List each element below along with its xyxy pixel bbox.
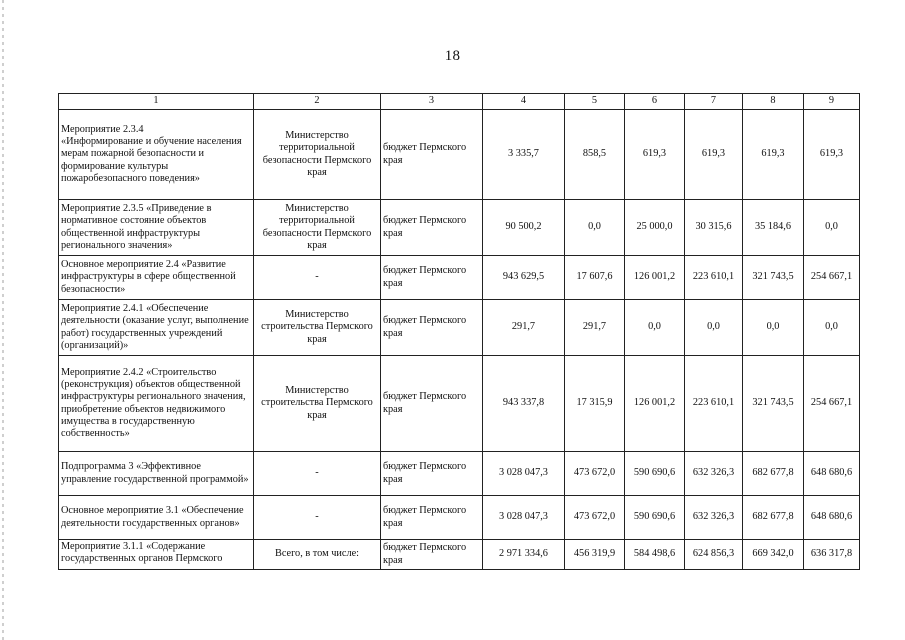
funding-source-cell: бюджет Пермского края bbox=[381, 200, 483, 256]
executor-cell: Министерство территориальной безопасности Пермского края bbox=[254, 110, 381, 200]
budget-table bbox=[58, 93, 860, 570]
table-row bbox=[59, 452, 860, 496]
page-number: 18 bbox=[444, 48, 461, 64]
amount-cell: 90 500,2 bbox=[483, 200, 565, 256]
funding-source-cell: бюджет Пермского края bbox=[381, 300, 483, 356]
amount-cell: 590 690,6 bbox=[625, 496, 685, 540]
executor-cell: Всего, в том числе: bbox=[254, 540, 381, 570]
table-row bbox=[59, 356, 860, 452]
column-header: 8 bbox=[743, 94, 804, 110]
amount-cell: 943 337,8 bbox=[483, 356, 565, 452]
amount-cell: 3 028 047,3 bbox=[483, 496, 565, 540]
amount-cell: 590 690,6 bbox=[625, 452, 685, 496]
amount-cell: 636 317,8 bbox=[804, 540, 860, 570]
executor-cell: - bbox=[254, 496, 381, 540]
activity-name-cell: Подпрограмма 3 «Эффективное управление государственной программой» bbox=[59, 452, 254, 496]
table-row bbox=[59, 200, 860, 256]
table-row bbox=[59, 496, 860, 540]
amount-cell: 2 971 334,6 bbox=[483, 540, 565, 570]
amount-cell: 619,3 bbox=[743, 110, 804, 200]
executor-cell: Министерство территориальной безопасности Пермского края bbox=[254, 200, 381, 256]
activity-name-cell: Мероприятие 2.3.4 «Информирование и обучение населения мерам пожарной безопасности и формирование культуры пожаробезопасного поведения» bbox=[59, 110, 254, 200]
table-row bbox=[59, 110, 860, 200]
funding-source-cell: бюджет Пермского края bbox=[381, 256, 483, 300]
amount-cell: 473 672,0 bbox=[565, 452, 625, 496]
amount-cell: 619,3 bbox=[804, 110, 860, 200]
amount-cell: 17 607,6 bbox=[565, 256, 625, 300]
amount-cell: 321 743,5 bbox=[743, 256, 804, 300]
funding-source-cell: бюджет Пермского края bbox=[381, 540, 483, 570]
amount-cell: 3 028 047,3 bbox=[483, 452, 565, 496]
executor-cell: Министерство строительства Пермского края bbox=[254, 356, 381, 452]
activity-name-cell: Основное мероприятие 3.1 «Обеспечение деятельности государственных органов» bbox=[59, 496, 254, 540]
amount-cell: 254 667,1 bbox=[804, 356, 860, 452]
amount-cell: 291,7 bbox=[483, 300, 565, 356]
amount-cell: 682 677,8 bbox=[743, 496, 804, 540]
amount-cell: 291,7 bbox=[565, 300, 625, 356]
executor-cell: - bbox=[254, 256, 381, 300]
amount-cell: 30 315,6 bbox=[685, 200, 743, 256]
funding-source-cell: бюджет Пермского края bbox=[381, 452, 483, 496]
amount-cell: 0,0 bbox=[565, 200, 625, 256]
column-header: 6 bbox=[625, 94, 685, 110]
amount-cell: 456 319,9 bbox=[565, 540, 625, 570]
activity-name-cell: Основное мероприятие 2.4 «Развитие инфраструктуры в сфере общественной безопасности» bbox=[59, 256, 254, 300]
amount-cell: 648 680,6 bbox=[804, 452, 860, 496]
table-row bbox=[59, 256, 860, 300]
column-header: 5 bbox=[565, 94, 625, 110]
funding-source-cell: бюджет Пермского края bbox=[381, 496, 483, 540]
amount-cell: 223 610,1 bbox=[685, 256, 743, 300]
amount-cell: 0,0 bbox=[804, 300, 860, 356]
amount-cell: 25 000,0 bbox=[625, 200, 685, 256]
amount-cell: 254 667,1 bbox=[804, 256, 860, 300]
amount-cell: 682 677,8 bbox=[743, 452, 804, 496]
amount-cell: 624 856,3 bbox=[685, 540, 743, 570]
amount-cell: 632 326,3 bbox=[685, 452, 743, 496]
funding-source-cell: бюджет Пермского края bbox=[381, 110, 483, 200]
amount-cell: 648 680,6 bbox=[804, 496, 860, 540]
amount-cell: 632 326,3 bbox=[685, 496, 743, 540]
amount-cell: 3 335,7 bbox=[483, 110, 565, 200]
amount-cell: 17 315,9 bbox=[565, 356, 625, 452]
amount-cell: 126 001,2 bbox=[625, 256, 685, 300]
executor-cell: - bbox=[254, 452, 381, 496]
amount-cell: 584 498,6 bbox=[625, 540, 685, 570]
column-header: 4 bbox=[483, 94, 565, 110]
amount-cell: 669 342,0 bbox=[743, 540, 804, 570]
amount-cell: 0,0 bbox=[743, 300, 804, 356]
amount-cell: 858,5 bbox=[565, 110, 625, 200]
funding-source-cell: бюджет Пермского края bbox=[381, 356, 483, 452]
amount-cell: 223 610,1 bbox=[685, 356, 743, 452]
amount-cell: 126 001,2 bbox=[625, 356, 685, 452]
activity-name-cell: Мероприятие 2.4.2 «Строительство (реконструкция) объектов общественной инфраструктуры регионального значения, приобретение объектов недвижимого имущества в государственную собственность» bbox=[59, 356, 254, 452]
executor-cell: Министерство строительства Пермского края bbox=[254, 300, 381, 356]
scan-edge bbox=[2, 0, 4, 640]
activity-name-cell: Мероприятие 3.1.1 «Содержание государственных органов Пермского bbox=[59, 540, 254, 570]
column-header: 7 bbox=[685, 94, 743, 110]
amount-cell: 619,3 bbox=[625, 110, 685, 200]
table-body bbox=[59, 110, 860, 570]
column-header: 2 bbox=[254, 94, 381, 110]
amount-cell: 473 672,0 bbox=[565, 496, 625, 540]
activity-name-cell: Мероприятие 2.3.5 «Приведение в нормативное состояние объектов общественной инфраструктуры регионального значения» bbox=[59, 200, 254, 256]
amount-cell: 35 184,6 bbox=[743, 200, 804, 256]
amount-cell: 0,0 bbox=[625, 300, 685, 356]
amount-cell: 619,3 bbox=[685, 110, 743, 200]
column-header: 9 bbox=[804, 94, 860, 110]
table-row bbox=[59, 540, 860, 570]
activity-name-cell: Мероприятие 2.4.1 «Обеспечение деятельности (оказание услуг, выполнение работ) государственных учреждений (организаций)» bbox=[59, 300, 254, 356]
column-header: 3 bbox=[381, 94, 483, 110]
table-row bbox=[59, 300, 860, 356]
amount-cell: 321 743,5 bbox=[743, 356, 804, 452]
column-header: 1 bbox=[59, 94, 254, 110]
amount-cell: 0,0 bbox=[804, 200, 860, 256]
header-row bbox=[59, 94, 860, 110]
amount-cell: 943 629,5 bbox=[483, 256, 565, 300]
amount-cell: 0,0 bbox=[685, 300, 743, 356]
